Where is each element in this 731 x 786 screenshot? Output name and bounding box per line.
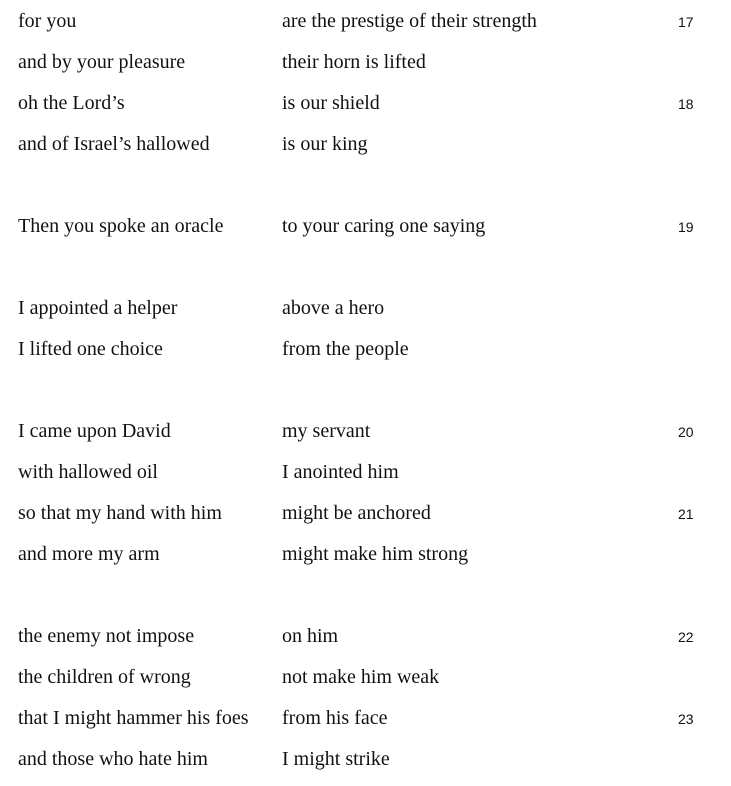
poem-line — [0, 205, 731, 246]
line-second-half: not make him weak — [282, 666, 440, 688]
line-first-half: oh the Lord’s — [18, 92, 125, 114]
poem-line — [0, 697, 731, 738]
poem-line — [0, 328, 731, 369]
line-second-half: their horn is lifted — [282, 51, 426, 73]
line-second-half: is our king — [282, 133, 368, 155]
line-first-half: and by your pleasure — [18, 51, 186, 73]
line-second-half: might be anchored — [282, 502, 431, 524]
poem-line — [0, 41, 731, 82]
line-first-half: Then you spoke an oracle — [18, 215, 224, 237]
line-second-half: from the people — [282, 338, 409, 360]
stanza-break — [0, 246, 731, 287]
poem-line — [0, 533, 731, 574]
poem-line — [0, 492, 731, 533]
line-second-half: are the prestige of their strength — [282, 10, 537, 32]
line-second-half: above a hero — [282, 297, 385, 319]
line-first-half: so that my hand with him — [18, 502, 222, 524]
line-second-half: my servant — [282, 420, 371, 442]
poem-line — [0, 0, 731, 41]
poem-line — [0, 451, 731, 492]
line-second-half: I might strike — [282, 748, 390, 770]
poem-line — [0, 82, 731, 123]
verse-number: 21 — [678, 506, 694, 522]
line-second-half: on him — [282, 625, 339, 647]
stanza-break — [0, 164, 731, 205]
line-first-half: and of Israel’s hallowed — [18, 133, 210, 155]
poem-line — [0, 656, 731, 697]
line-second-half: from his face — [282, 707, 388, 729]
verse-number: 17 — [678, 14, 694, 30]
verse-number: 19 — [678, 219, 694, 235]
line-first-half: I lifted one choice — [18, 338, 163, 360]
line-first-half: and those who hate him — [18, 748, 208, 770]
verse-number: 18 — [678, 96, 694, 112]
line-first-half: the children of wrong — [18, 666, 191, 688]
poem-line — [0, 738, 731, 779]
line-first-half: and more my arm — [18, 543, 160, 565]
line-first-half: for you — [18, 10, 77, 32]
line-first-half: I came upon David — [18, 420, 171, 442]
stanza-break — [0, 369, 731, 410]
poem-line — [0, 287, 731, 328]
verse-number: 20 — [678, 424, 694, 440]
line-first-half: that I might hammer his foes — [18, 707, 249, 729]
verse-number: 23 — [678, 711, 694, 727]
line-first-half: the enemy not impose — [18, 625, 195, 647]
stanza-break — [0, 574, 731, 615]
line-first-half: with hallowed oil — [18, 461, 158, 483]
poem-line — [0, 123, 731, 164]
poem-line — [0, 615, 731, 656]
poem-line — [0, 410, 731, 451]
line-first-half: I appointed a helper — [18, 297, 178, 319]
verse-number: 22 — [678, 629, 694, 645]
line-second-half: is our shield — [282, 92, 380, 114]
line-second-half: might make him strong — [282, 543, 469, 565]
line-second-half: to your caring one saying — [282, 215, 486, 237]
line-second-half: I anointed him — [282, 461, 399, 483]
